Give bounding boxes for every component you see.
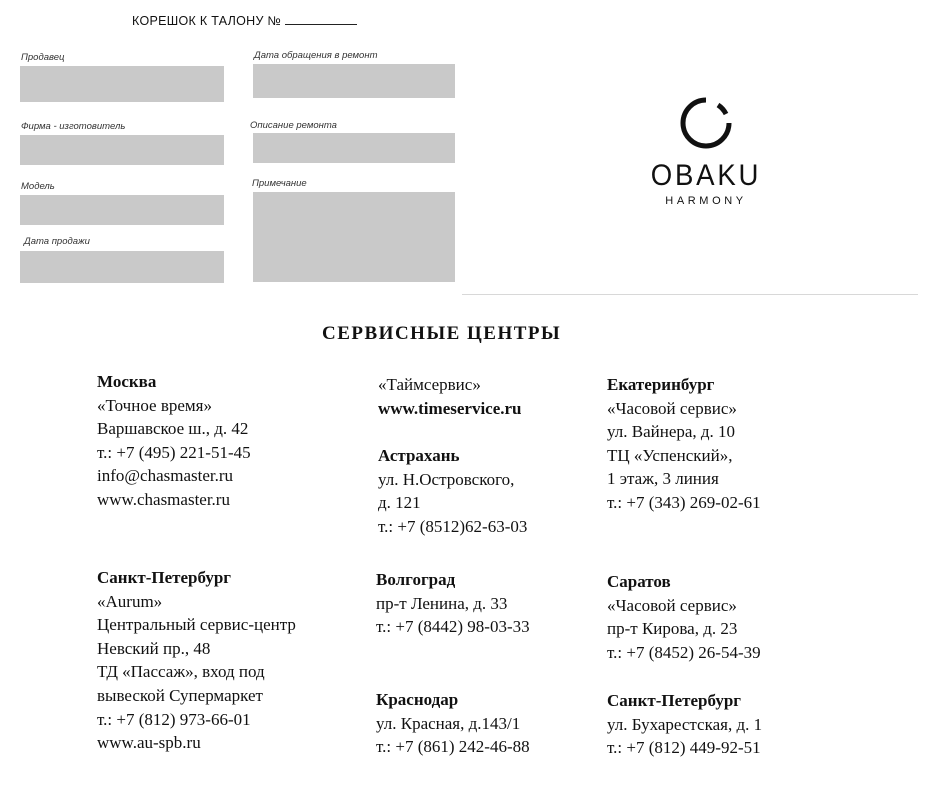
center-website: www.au-spb.ru bbox=[97, 733, 201, 753]
center-phone: т.: +7 (861) 242-46-88 bbox=[376, 737, 530, 757]
field-label-seller: Продавец bbox=[21, 52, 65, 63]
center-volgograd bbox=[376, 568, 530, 639]
center-phone: т.: +7 (8512)62-63-03 bbox=[378, 516, 528, 536]
center-city: Саратов bbox=[607, 572, 671, 591]
field-box-note bbox=[253, 192, 455, 282]
center-line: «Точное время» bbox=[97, 395, 212, 415]
center-yekaterinburg bbox=[607, 373, 761, 515]
ring-logo-icon bbox=[678, 95, 734, 151]
center-line: пр-т Ленина, д. 33 bbox=[376, 593, 508, 613]
center-phone: т.: +7 (812) 449-92-51 bbox=[607, 738, 761, 758]
center-city: Астрахань bbox=[378, 446, 460, 465]
center-line: ул. Красная, д.143/1 bbox=[376, 713, 521, 733]
center-line: Центральный сервис-центр bbox=[97, 615, 296, 635]
field-box-model bbox=[20, 195, 224, 225]
field-label-model: Модель bbox=[21, 181, 55, 192]
center-line: ТЦ «Успенский», bbox=[607, 445, 733, 465]
center-website: www.timeservice.ru bbox=[378, 398, 522, 418]
center-line: вывеской Супермаркет bbox=[97, 685, 263, 705]
service-centers-heading: СЕРВИСНЫЕ ЦЕНТРЫ bbox=[322, 323, 562, 344]
field-box-repair-date bbox=[253, 64, 455, 98]
center-phone: т.: +7 (495) 221-51-45 bbox=[97, 442, 251, 462]
center-line: ул. Н.Островского, bbox=[378, 469, 515, 489]
center-line: Варшавское ш., д. 42 bbox=[97, 419, 249, 439]
center-spb-aurum bbox=[97, 566, 296, 755]
field-label-repair-date: Дата обращения в ремонт bbox=[254, 50, 378, 61]
center-saratov bbox=[607, 570, 761, 664]
field-box-seller bbox=[20, 66, 224, 102]
brand-name: OBAKU bbox=[650, 159, 762, 192]
center-phone: т.: +7 (8442) 98-03-33 bbox=[376, 617, 530, 637]
center-email: info@chasmaster.ru bbox=[97, 466, 234, 486]
center-line: ул. Бухарестская, д. 1 bbox=[607, 714, 763, 734]
field-label-repair-description: Описание ремонта bbox=[250, 120, 337, 131]
center-moscow bbox=[97, 370, 251, 512]
center-city: Санкт-Петербург bbox=[97, 568, 232, 587]
field-box-sale-date bbox=[20, 251, 224, 283]
center-website: www.chasmaster.ru bbox=[97, 489, 230, 509]
field-label-manufacturer: Фирма - изготовитель bbox=[21, 121, 126, 132]
center-line: д. 121 bbox=[378, 493, 421, 513]
center-city: Санкт-Петербург bbox=[607, 691, 742, 710]
brand-subtitle: HARMONY bbox=[665, 195, 747, 207]
field-box-repair-description bbox=[253, 133, 455, 163]
field-box-manufacturer bbox=[20, 135, 224, 165]
stub-title bbox=[132, 14, 357, 28]
center-spb-bukharestskaya bbox=[607, 689, 762, 760]
center-line: ТД «Пассаж», вход под bbox=[97, 662, 265, 682]
center-phone: т.: +7 (812) 973-66-01 bbox=[97, 709, 251, 729]
stub-cut-line bbox=[462, 294, 918, 295]
center-krasnodar bbox=[376, 688, 530, 759]
center-city: Волгоград bbox=[376, 570, 456, 589]
brand-logo bbox=[636, 93, 776, 213]
center-line: 1 этаж, 3 линия bbox=[607, 469, 719, 489]
center-line: «Таймсервис» bbox=[378, 375, 481, 394]
center-city: Екатеринбург bbox=[607, 375, 715, 394]
center-phone: т.: +7 (8452) 26-54-39 bbox=[607, 642, 761, 662]
stub-title-text: КОРЕШОК К ТАЛОНУ № bbox=[132, 14, 282, 28]
center-line: пр-т Кирова, д. 23 bbox=[607, 619, 738, 639]
center-phone: т.: +7 (343) 269-02-61 bbox=[607, 492, 761, 512]
center-city: Москва bbox=[97, 372, 157, 391]
center-line: «Часовой сервис» bbox=[607, 398, 737, 418]
center-city: Краснодар bbox=[376, 690, 459, 709]
ticket-number-line bbox=[285, 14, 357, 25]
center-line: «Aurum» bbox=[97, 591, 163, 611]
field-label-note: Примечание bbox=[252, 178, 307, 189]
center-astrakhan bbox=[378, 444, 527, 538]
center-line: Невский пр., 48 bbox=[97, 638, 211, 658]
field-label-sale-date: Дата продажи bbox=[24, 236, 90, 247]
center-line: ул. Вайнера, д. 10 bbox=[607, 422, 736, 442]
center-line: «Часовой сервис» bbox=[607, 595, 737, 615]
center-timeservice bbox=[378, 373, 522, 420]
